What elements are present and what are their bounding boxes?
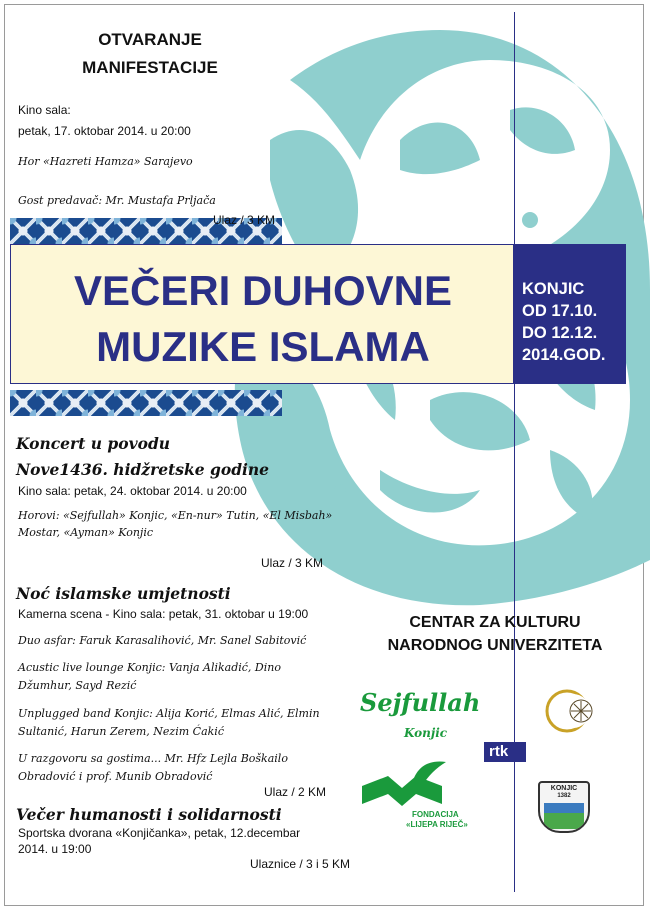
- concert-venue: Kino sala: petak, 24. oktobar 2014. u 20:00: [18, 484, 247, 498]
- crest-hill-shape: [544, 813, 584, 829]
- fondacija-line2: «LIJEPA RIJEČ»: [406, 820, 468, 829]
- opening-guest: Gost predavač: Mr. Mustafa Prljača: [18, 194, 216, 207]
- konjic-crest-top: KONJIC: [550, 785, 578, 792]
- konjic-crest-year: 1382: [557, 793, 571, 799]
- night-unplugged-line2: Sultanić, Harun Zerem, Nezim Ćakić: [18, 725, 224, 738]
- fondacija-line1: FONDACIJA: [412, 810, 459, 819]
- open-book-icon: [358, 758, 450, 808]
- opening-datetime: petak, 17. oktobar 2014. u 20:00: [18, 124, 191, 138]
- rtk-logo-text: rtk: [489, 743, 509, 760]
- night-acoustic-line1: Acustic live lounge Konjic: Vanja Alikadić, Dino: [18, 661, 281, 674]
- night-unplugged-line1: Unplugged band Konjic: Alija Korić, Elmas Alić, Elmin: [18, 707, 320, 720]
- banner-title-line1: VEČERI DUHOVNE: [73, 267, 453, 314]
- humanity-venue-line2: 2014. u 19:00: [18, 842, 92, 856]
- organizer-line1: CENTAR ZA KULTURU: [409, 614, 581, 631]
- date-box: [514, 244, 626, 384]
- organizer-line2: NARODNOG UNIVERZITETA: [387, 637, 603, 654]
- opening-venue-label: Kino sala:: [18, 103, 71, 117]
- opening-choir: Hor «Hazreti Hamza» Sarajevo: [18, 155, 193, 168]
- title-banner: [10, 244, 514, 384]
- date-line-from: OD 17.10.: [522, 302, 598, 320]
- rtk-logo: [484, 742, 526, 762]
- date-line-year: 2014.GOD.: [522, 346, 606, 364]
- opening-heading-line2: MANIFESTACIJE: [82, 58, 218, 77]
- night-talk-line2: Obradović i prof. Munib Obradović: [18, 770, 213, 783]
- night-venue: Kamerna scena - Kino sala: petak, 31. oktobar u 19:00: [18, 607, 309, 621]
- tile-strip-bottom: [10, 390, 282, 416]
- concert-choirs-line1: Horovi: «Sejfullah» Konjic, «En-nur» Tutin, «El Misbah»: [18, 509, 333, 522]
- opening-entry: Ulaz / 3 KM: [213, 213, 276, 227]
- banner-title-line2: MUZIKE ISLAMA: [96, 323, 430, 370]
- humanity-venue-line1: Sportska dvorana «Konjičanka», petak, 12.decembar: [18, 826, 301, 840]
- night-duo: Duo asfar: Faruk Karasalihović, Mr. Sanel Sabitović: [18, 634, 307, 647]
- date-line-to: DO 12.12.: [522, 324, 598, 342]
- night-acoustic-line2: Džumhur, Sayd Rezić: [18, 679, 137, 692]
- night-title: Noć islamske umjetnosti: [16, 584, 231, 603]
- konjic-crest: [538, 781, 590, 833]
- night-talk-line1: U razgovoru sa gostima... Mr. Hfz Lejla Boškailo: [18, 752, 288, 765]
- night-entry: Ulaz / 2 KM: [264, 785, 327, 799]
- opening-heading-line1: OTVARANJE: [98, 30, 202, 49]
- humanity-entry: Ulaznice / 3 i 5 KM: [250, 857, 351, 871]
- concert-title-line1: Koncert u povodu: [16, 434, 171, 453]
- concert-choirs-line2: Mostar, «Ayman» Konjic: [18, 526, 154, 539]
- sejfullah-logo-sub: Konjic: [404, 726, 448, 740]
- concert-entry: Ulaz / 3 KM: [261, 556, 324, 570]
- date-line-city: KONJIC: [522, 280, 585, 298]
- humanity-title: Večer humanosti i solidarnosti: [16, 805, 282, 824]
- sejfullah-logo-text: Sejfullah: [360, 688, 481, 717]
- crescent-emblem-icon: [543, 688, 601, 734]
- crest-river-shape: [544, 803, 584, 813]
- concert-title-line2: Nove1436. hidžretske godine: [16, 460, 270, 479]
